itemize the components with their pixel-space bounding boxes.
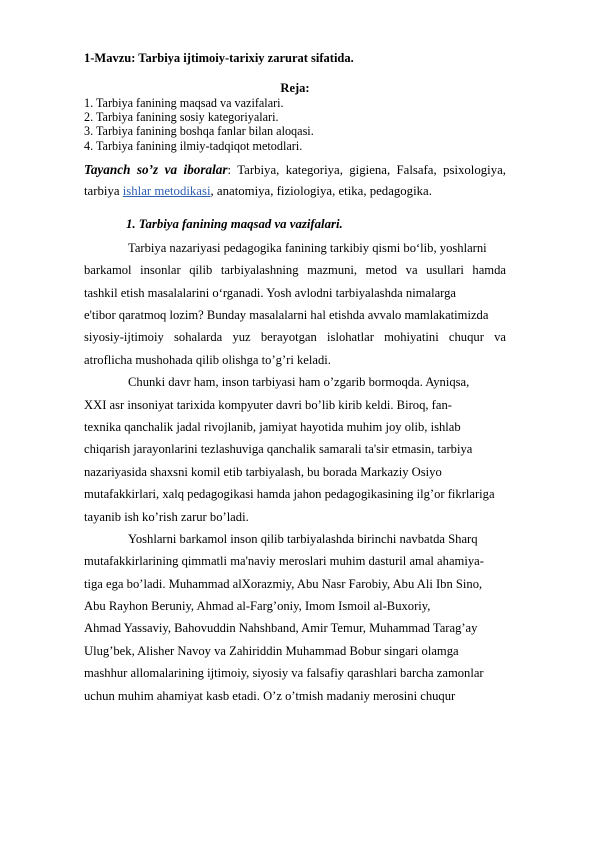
paragraph-line: tayanib ish ko’rish zarur bo’ladi. (84, 509, 249, 524)
section-heading: 1. Tarbiya fanining maqsad va vazifalari. (126, 216, 343, 231)
paragraph-line: siyosiy-ijtimoiy sohalarda yuz berayotgan islohatlar mohiyatini chuqur va (84, 330, 506, 345)
plan-item: 2. Tarbiya fanining sosiy kategoriyalari. (84, 110, 279, 125)
keywords-paragraph (84, 159, 506, 202)
paragraph-line: tiga ega bo’ladi. Muhammad alXorazmiy, Abu Nasr Farobiy, Abu Ali Ibn Sino, (84, 576, 483, 591)
paragraph-line: Tarbiya nazariyasi pedagogika fanining tarkibiy qismi bo‘lib, yoshlarni (128, 240, 487, 255)
paragraph-line: Ulug’bek, Alisher Navoy va Zahiriddin Muhammad Bobur singari olamga (84, 643, 459, 658)
keywords-link[interactable]: ishlar metodikasi (122, 183, 211, 198)
paragraph-line: Ahmad Yassaviy, Bahovuddin Nahshband, Amir Temur, Muhammad Tarag’ay (84, 621, 478, 636)
paragraph-line: tashkil etish masalalarini o‘rganadi. Yosh avlodni tarbiyalashda nimalarga (84, 285, 457, 300)
paragraph-line: Chunki davr ham, inson tarbiyasi ham o’zgarib bormoqda. Ayniqsa, (128, 375, 470, 390)
paragraph-line: atroflicha mushohada qilib olishga to’g’ri keladi. (84, 352, 331, 367)
paragraph-line: chiqarish jarayonlarini tezlashuviga qanchalik samarali ta'sir etmasin, tarbiya (84, 442, 473, 457)
paragraph-line: texnika qanchalik jadal rivojlanib, jamiyat hayotida muhim joy olib, ishlab (84, 419, 461, 434)
keywords-text-after: , anatomiya, fiziologiya, etika, pedagogika. (210, 183, 432, 198)
plan-item: 1. Tarbiya fanining maqsad va vazifalari. (84, 96, 284, 110)
keywords-text-before: : Tarbiya, kategoriya, gigiena, Falsafa, psixologiya, tarbiya (84, 162, 506, 198)
section-body (84, 237, 506, 707)
paragraph-line: mutafakkirlarining qimmatli ma'naviy meroslari muhim dasturil amal ahamiya- (84, 554, 484, 569)
document-page (84, 50, 506, 707)
paragraph-line: barkamol insonlar qilib tarbiyalashning mazmuni, metod va usullari hamda (84, 263, 506, 278)
document-title: 1-Mavzu: Tarbiya ijtimoiy-tarixiy zarurat sifatida. (84, 51, 354, 65)
paragraph-line: e'tibor qaratmoq lozim? Bunday masalalarni hal etishda avvalo mamlakatimizda (84, 307, 489, 322)
keywords-label: Tayanch so’z va iboralar (84, 161, 228, 177)
paragraph-line: Abu Rayhon Beruniy, Ahmad al-Farg’oniy, Imom Ismoil al-Buxoriy, (84, 599, 431, 614)
paragraph-line: mutafakkirlari, xalq pedagogikasi hamda jahon pedagogikasining ilg’or fikrlariga (84, 487, 495, 502)
paragraph-line: Yoshlarni barkamol inson qilib tarbiyalashda birinchi navbatda Sharq (128, 531, 478, 546)
plan-item: 4. Tarbiya fanining ilmiy-tadqiqot metodlari. (84, 138, 303, 153)
plan-heading: Reja: (280, 81, 310, 95)
plan-item: 3. Tarbiya fanining boshqa fanlar bilan aloqasi. (84, 124, 314, 139)
paragraph-line: mashhur allomalarining ijtimoiy, siyosiy va falsafiy qarashlari barcha zamonlar (84, 666, 484, 681)
paragraph-line: XXI asr insoniyat tarixida kompyuter davri bo’lib kirib keldi. Biroq, fan- (84, 397, 452, 412)
paragraph-line: nazariyasida shaxsni komil etib tarbiyalash, bu borada Markaziy Osiyo (84, 464, 442, 479)
plan-list (84, 96, 506, 153)
paragraph-line: uchun muhim ahamiyat kasb etadi. O’z o’tmish madaniy merosini chuqur (84, 688, 456, 703)
